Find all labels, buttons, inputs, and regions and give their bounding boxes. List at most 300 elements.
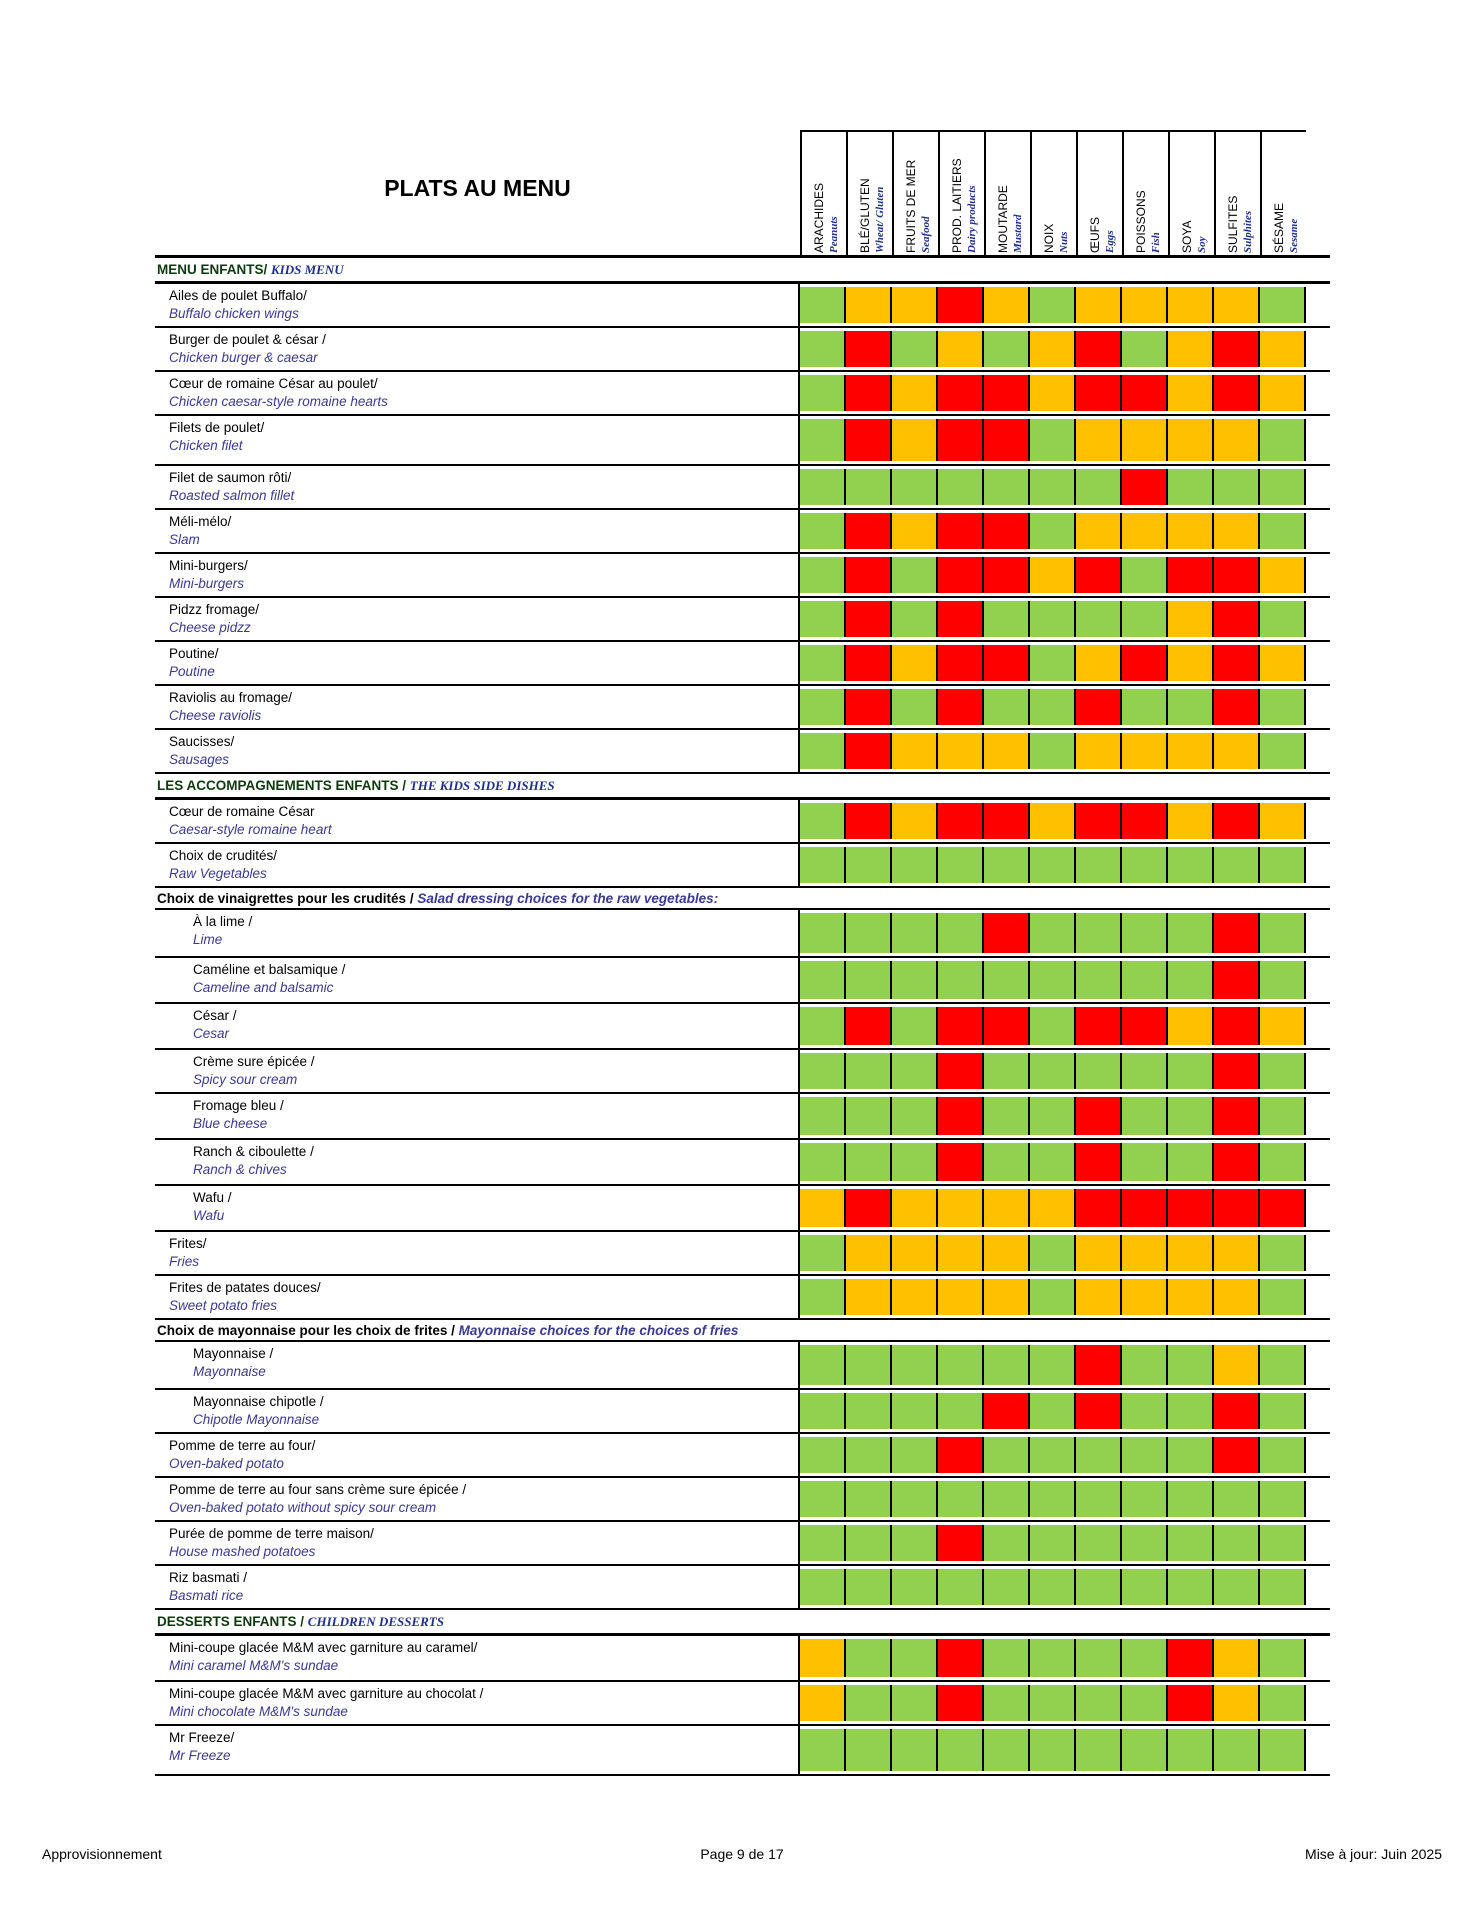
section-title-fr: DESSERTS ENFANTS / [157,1613,308,1629]
allergen-cell [984,1235,1030,1271]
allergen-cell [892,1639,938,1677]
allergen-cell [1030,1569,1076,1605]
allergen-cell [938,331,984,367]
table-row [155,1276,1330,1320]
allergen-cell [938,557,984,593]
allergen-cell [984,1685,1030,1721]
allergen-cell [800,1143,846,1181]
allergen-cell [800,645,846,681]
allergen-cell [892,1729,938,1771]
allergen-cell [1122,469,1168,505]
allergen-cell [938,847,984,883]
dish-name-fr: Fromage bleu / [193,1098,284,1113]
allergen-cell [1030,1639,1076,1677]
dish-name-fr: Burger de poulet & césar / [169,332,326,347]
table-row [155,1186,1330,1232]
allergen-cell [800,1053,846,1089]
allergen-cell [846,513,892,549]
section-title-en: Salad dressing choices for the raw vegetables: [417,890,719,906]
allergen-cell [938,1235,984,1271]
allergen-cell [800,847,846,883]
allergen-cell [984,375,1030,411]
allergen-cell [1030,689,1076,725]
dish-name-en: Cameline and balsamic [193,980,334,995]
allergen-cell [938,1189,984,1227]
allergen-cell [846,645,892,681]
allergen-cell [984,1143,1030,1181]
allergen-cell [1260,331,1306,367]
allergen-cell [1168,803,1214,839]
footer-department: Approvisionnement [42,1846,162,1862]
allergen-cell [984,733,1030,769]
allergen-cell [984,1729,1030,1771]
allergen-cell [1260,1279,1306,1315]
allergen-cell [938,733,984,769]
table-row [155,1094,1330,1140]
footer-page-number: Page 9 de 17 [700,1846,784,1862]
table-row [155,1140,1330,1186]
allergen-cell [984,469,1030,505]
dish-name-en: Lime [193,932,223,947]
allergen-cell [1122,557,1168,593]
footer-updated: Mise à jour: Juin 2025 [1305,1846,1442,1862]
allergen-cell [892,419,938,461]
subsection-header [155,888,1330,910]
allergen-cell [892,557,938,593]
allergen-cell [1214,1235,1260,1271]
allergen-cell [846,287,892,323]
dish-label [155,328,800,370]
dish-name-fr: Mini-coupe glacée M&M avec garniture au chocolat / [169,1686,484,1701]
allergen-cell [938,1393,984,1429]
dish-name-en: Buffalo chicken wings [169,306,299,321]
allergen-header [892,132,938,257]
allergen-cell [1122,961,1168,999]
table-row [155,1004,1330,1050]
allergen-cell [1030,1685,1076,1721]
allergen-cell [800,689,846,725]
allergen-cell [1168,1525,1214,1561]
dish-label [155,1232,800,1274]
dish-name-en: Cesar [193,1026,230,1041]
allergen-cell [1030,1393,1076,1429]
allergen-cell [846,1685,892,1721]
table-row [155,844,1330,888]
allergen-cell [800,913,846,953]
allergen-cell [938,1729,984,1771]
dish-label [155,284,800,326]
allergen-cell [1076,513,1122,549]
allergen-cell [1260,645,1306,681]
allergen-cell [1260,913,1306,953]
allergen-cell [1260,803,1306,839]
allergen-cell [1214,803,1260,839]
allergen-cell [1260,375,1306,411]
allergen-cell [1214,375,1260,411]
allergen-cell [938,1143,984,1181]
allergen-cell [1076,1639,1122,1677]
allergen-cell [892,601,938,637]
allergen-cell [800,469,846,505]
allergen-cell [1122,847,1168,883]
allergen-cell [800,1097,846,1135]
allergen-cell [938,419,984,461]
allergen-cell [1168,375,1214,411]
allergen-cell [1168,913,1214,953]
table-row [155,416,1330,466]
allergen-name-en: Nuts [1058,231,1070,253]
table-header [155,130,1330,255]
dish-name-en: Mr Freeze [169,1748,231,1763]
allergen-cell [1168,733,1214,769]
allergen-cell [1030,1729,1076,1771]
allergen-cell [1168,1437,1214,1473]
table-row [155,284,1330,328]
allergen-cell [1030,913,1076,953]
allergen-cell [938,1481,984,1517]
allergen-cell [984,847,1030,883]
allergen-name-fr: ARACHIDES [812,182,826,253]
allergen-cell [984,803,1030,839]
dish-name-fr: César / [193,1008,237,1023]
allergen-cell [1122,1393,1168,1429]
allergen-cell [1214,1685,1260,1721]
allergen-cell [984,1007,1030,1045]
allergen-cell [1168,513,1214,549]
allergen-cell [1214,331,1260,367]
allergen-cell [846,1189,892,1227]
allergen-name-fr: MOUTARDE [996,185,1010,253]
allergen-cell [800,1007,846,1045]
allergen-cell [1030,847,1076,883]
allergen-cell [1076,803,1122,839]
table-row [155,328,1330,372]
allergen-cell [984,557,1030,593]
allergen-cell [1076,331,1122,367]
section-title-fr: LES ACCOMPAGNEMENTS ENFANTS / [157,777,410,793]
dish-label [155,1004,800,1048]
allergen-cell [1214,847,1260,883]
table-row [155,1342,1330,1390]
allergen-cell [800,803,846,839]
allergen-cell [1260,513,1306,549]
allergen-cell [938,803,984,839]
allergen-cell [1214,689,1260,725]
allergen-name-en: Sulphites [1242,210,1254,253]
allergen-cell [1168,1097,1214,1135]
allergen-cell [1122,689,1168,725]
allergen-cell [1122,287,1168,323]
allergen-cell [1076,689,1122,725]
allergen-cell [1260,1143,1306,1181]
allergen-cell [800,1481,846,1517]
allergen-cell [800,1569,846,1605]
allergen-cell [984,689,1030,725]
allergen-cell [1214,733,1260,769]
allergen-cell [1122,733,1168,769]
dish-label [155,1390,800,1432]
allergen-cell [1122,513,1168,549]
allergen-cell [892,847,938,883]
allergen-cell [1214,961,1260,999]
section-title-fr: MENU ENFANTS/ [157,261,272,277]
allergen-cell [938,645,984,681]
allergen-cell [1076,1189,1122,1227]
allergen-cell [846,803,892,839]
allergen-cell [846,1053,892,1089]
dish-name-en: Poutine [169,664,215,679]
allergen-cell [1168,419,1214,461]
dish-label [155,1186,800,1230]
allergen-cell [1030,287,1076,323]
allergen-cell [938,1007,984,1045]
allergen-cell [892,913,938,953]
allergen-cell [984,513,1030,549]
allergen-cell [1214,1437,1260,1473]
allergen-cell [1076,1437,1122,1473]
allergen-cell [984,913,1030,953]
allergen-cell [984,1481,1030,1517]
dish-name-fr: Ranch & ciboulette / [193,1144,314,1159]
dish-name-fr: Riz basmati / [169,1570,248,1585]
allergen-cell [846,1729,892,1771]
allergen-header [1030,132,1076,257]
allergen-cell [1076,1685,1122,1721]
allergen-cell [1214,913,1260,953]
allergen-cell [800,1437,846,1473]
allergen-cell [984,1525,1030,1561]
allergen-cell [1214,1393,1260,1429]
allergen-cell [938,1097,984,1135]
allergen-cell [1214,419,1260,461]
allergen-cell [938,961,984,999]
allergen-cell [800,733,846,769]
allergen-cell [1168,1481,1214,1517]
allergen-cell [1168,1639,1214,1677]
allergen-cell [984,1393,1030,1429]
allergen-cell [1214,1007,1260,1045]
allergen-cell [938,601,984,637]
dish-name-fr: Mayonnaise / [193,1346,274,1361]
allergen-cell [1260,287,1306,323]
allergen-cell [1076,1235,1122,1271]
allergen-cell [1260,1007,1306,1045]
allergen-cell [1122,1143,1168,1181]
allergen-cell [800,1685,846,1721]
table-row [155,1390,1330,1434]
allergen-cell [938,1569,984,1605]
allergen-header [1214,132,1260,257]
allergen-cell [892,689,938,725]
dish-name-fr: Pidzz fromage/ [169,602,260,617]
allergen-header [1122,132,1168,257]
allergen-cell [1122,419,1168,461]
allergen-cell [892,1525,938,1561]
dish-name-fr: Mr Freeze/ [169,1730,235,1745]
allergen-cell [1030,1097,1076,1135]
allergen-cell [984,1437,1030,1473]
allergen-cell [892,1345,938,1385]
section-header [155,258,1330,284]
allergen-cell [892,1437,938,1473]
allergen-cell [1214,1569,1260,1605]
dish-name-fr: Mini-coupe glacée M&M avec garniture au caramel/ [169,1640,478,1655]
allergen-cell [846,1143,892,1181]
dish-name-en: Sausages [169,752,230,767]
dish-name-fr: Mayonnaise chipotle / [193,1394,324,1409]
allergen-header [1260,132,1306,257]
dish-label [155,554,800,596]
allergen-cell [846,1569,892,1605]
table-row [155,554,1330,598]
allergen-cell [1214,1097,1260,1135]
allergen-cell [1122,601,1168,637]
allergen-cell [938,1639,984,1677]
dish-label [155,1522,800,1564]
allergen-header [1168,132,1214,257]
dish-name-en: Oven-baked potato without spicy sour cream [169,1500,437,1515]
dish-label [155,1140,800,1184]
allergen-cell [1030,1235,1076,1271]
dish-name-en: Chicken caesar-style romaine hearts [169,394,388,409]
allergen-cell [846,1437,892,1473]
allergen-cell [846,1279,892,1315]
allergen-name-en: Fish [1150,232,1162,253]
allergen-header [984,132,1030,257]
allergen-cell [1260,1235,1306,1271]
allergen-cell [846,601,892,637]
allergen-header [1076,132,1122,257]
allergen-cell [1030,1345,1076,1385]
allergen-cell [1168,1143,1214,1181]
allergen-cell [1168,1235,1214,1271]
allergen-cell [1030,1481,1076,1517]
allergen-cell [1122,1007,1168,1045]
allergen-cell [1260,1053,1306,1089]
dish-name-en: Mini caramel M&M's sundae [169,1658,339,1673]
dish-name-en: Mayonnaise [193,1364,266,1379]
allergen-cell [1260,847,1306,883]
allergen-name-en: Mustard [1012,214,1024,253]
allergen-cell [1030,557,1076,593]
allergen-cell [800,1279,846,1315]
dish-name-fr: Méli-mélo/ [169,514,232,529]
allergen-cell [984,419,1030,461]
table-row [155,1522,1330,1566]
allergen-cell [1122,1097,1168,1135]
allergen-cell [1122,1437,1168,1473]
allergen-name-en: Wheat/ Gluten [874,186,886,253]
allergen-cell [846,847,892,883]
dish-name-en: House mashed potatoes [169,1544,316,1559]
allergen-cell [1260,733,1306,769]
table-row [155,1050,1330,1094]
allergen-cell [984,1345,1030,1385]
allergen-cell [1076,375,1122,411]
allergen-cell [892,1189,938,1227]
allergen-cell [1214,557,1260,593]
allergen-cell [1168,1345,1214,1385]
allergen-cell [1076,601,1122,637]
section-header [155,1610,1330,1636]
allergen-cell [1076,847,1122,883]
dish-label [155,800,800,842]
allergen-cell [1030,469,1076,505]
allergen-cell [1076,1143,1122,1181]
section-header [155,774,1330,800]
dish-name-fr: Caméline et balsamique / [193,962,346,977]
allergen-cell [1214,1279,1260,1315]
table-row [155,1682,1330,1726]
dish-name-fr: Crème sure épicée / [193,1054,315,1069]
allergen-name-fr: NOIX [1042,223,1056,253]
allergen-cell [984,601,1030,637]
dish-label [155,1094,800,1138]
allergen-cell [1260,1525,1306,1561]
dish-name-en: Cheese pidzz [169,620,251,635]
dish-label [155,466,800,508]
allergen-name-fr: POISSONS [1134,190,1148,253]
allergen-cell [1030,1189,1076,1227]
allergen-cell [984,645,1030,681]
table-row [155,598,1330,642]
allergen-cell [938,1345,984,1385]
allergen-cell [800,331,846,367]
table-row [155,958,1330,1004]
allergen-cell [1260,469,1306,505]
allergen-cell [1122,1569,1168,1605]
allergen-cell [1030,961,1076,999]
allergen-name-en: Seafood [920,216,932,253]
allergen-column-headers [800,130,1306,257]
dish-name-en: Mini-burgers [169,576,245,591]
allergen-cell [1076,287,1122,323]
allergen-cell [938,513,984,549]
dish-label [155,730,800,772]
dish-name-fr: Cœur de romaine César au poulet/ [169,376,378,391]
dish-name-fr: Mini-burgers/ [169,558,248,573]
allergen-cell [1260,1685,1306,1721]
dish-name-fr: Filet de saumon rôti/ [169,470,292,485]
allergen-cell [1168,1685,1214,1721]
allergen-cell [938,469,984,505]
dish-label [155,1682,800,1724]
allergen-cell [1122,1053,1168,1089]
allergen-cell [1214,1053,1260,1089]
allergen-cell [1168,645,1214,681]
allergen-cell [846,1639,892,1677]
dish-name-en: Mini chocolate M&M's sundae [169,1704,348,1719]
dish-name-en: Caesar-style romaine heart [169,822,332,837]
allergen-cell [1076,1729,1122,1771]
allergen-cell [1168,557,1214,593]
allergen-cell [1214,1143,1260,1181]
allergen-cell [800,1345,846,1385]
table-row [155,686,1330,730]
dish-label [155,1566,800,1608]
allergen-cell [1260,1393,1306,1429]
allergen-cell [1030,645,1076,681]
dish-name-en: Chipotle Mayonnaise [193,1412,320,1427]
allergen-cell [1030,601,1076,637]
allergen-name-en: Dairy products [966,185,978,253]
allergen-header [938,132,984,257]
allergen-cell [1076,557,1122,593]
dish-name-en: Slam [169,532,200,547]
allergen-cell [800,1235,846,1271]
allergen-cell [1260,1481,1306,1517]
dish-name-fr: Choix de crudités/ [169,848,278,863]
